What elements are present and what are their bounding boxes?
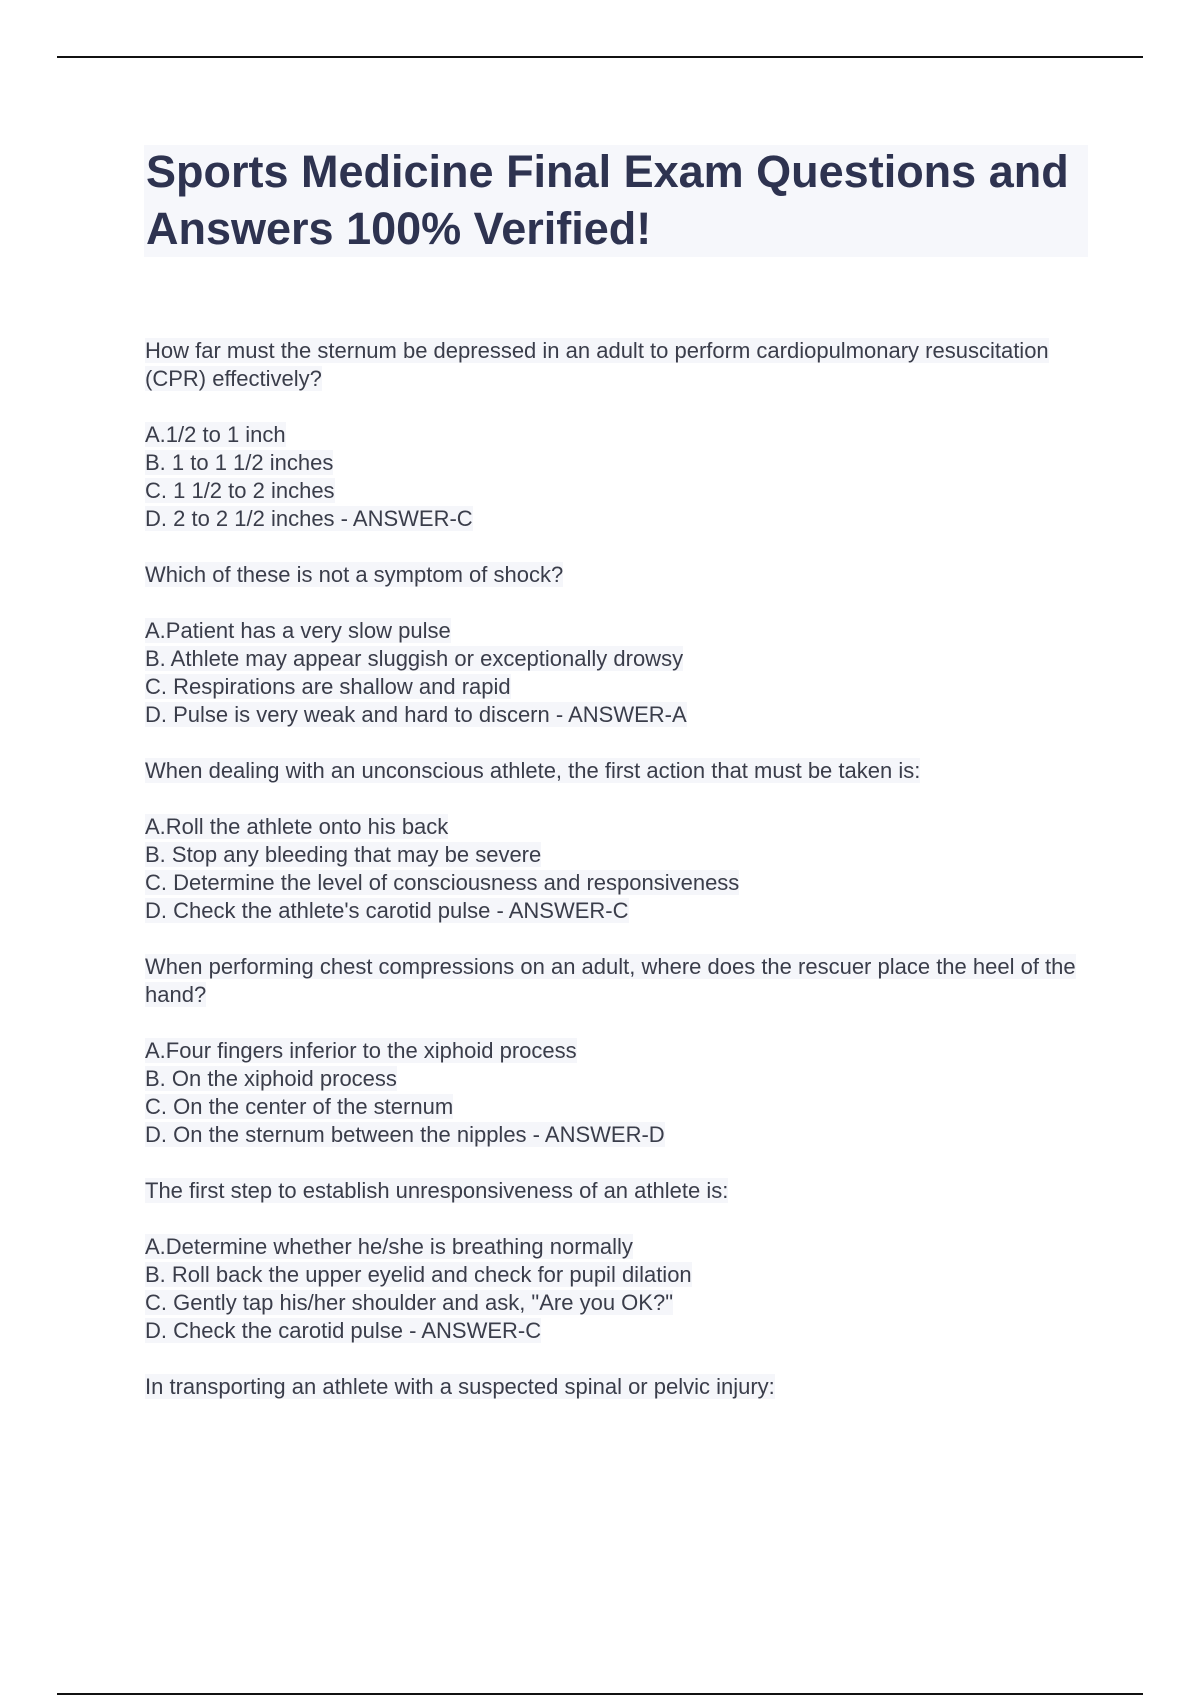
answer-option: C. 1 1/2 to 2 inches xyxy=(145,478,335,503)
question-text: When dealing with an unconscious athlete, the first action that must be taken is: xyxy=(145,758,921,783)
question-text: How far must the sternum be depressed in an adult to perform cardiopulmonary resuscitation (CPR) effectively? xyxy=(145,338,1049,391)
answer-option: C. On the center of the sternum xyxy=(145,1094,454,1119)
question-text: Which of these is not a symptom of shock? xyxy=(145,562,564,587)
answer-option: D. Check the carotid pulse - ANSWER-C xyxy=(145,1318,542,1343)
question-item xyxy=(145,337,1085,533)
answer-option: C. Gently tap his/her shoulder and ask, "Are you OK?" xyxy=(145,1290,673,1315)
answer-option: A.Roll the athlete onto his back xyxy=(145,814,449,839)
document-title: Sports Medicine Final Exam Questions and Answers 100% Verified! xyxy=(146,146,1069,254)
answer-option: D. Check the athlete's carotid pulse - ANSWER-C xyxy=(145,898,629,923)
answer-options xyxy=(145,813,1085,925)
question-text: When performing chest compressions on an adult, where does the rescuer place the heel of the hand? xyxy=(145,954,1076,1007)
question-item xyxy=(145,953,1085,1149)
answer-option: C. Determine the level of consciousness and responsiveness xyxy=(145,870,740,895)
answer-option: D. 2 to 2 1/2 inches - ANSWER-C xyxy=(145,506,473,531)
question-item xyxy=(145,1373,1085,1401)
answer-options xyxy=(145,1233,1085,1345)
answer-options xyxy=(145,1037,1085,1149)
answer-option: B. Stop any bleeding that may be severe xyxy=(145,842,542,867)
answer-option: A.Patient has a very slow pulse xyxy=(145,618,451,643)
top-page-rule xyxy=(57,56,1143,58)
answer-option: B. Roll back the upper eyelid and check for pupil dilation xyxy=(145,1262,692,1287)
answer-option: A.Four fingers inferior to the xiphoid process xyxy=(145,1038,577,1063)
question-item xyxy=(145,561,1085,729)
answer-option: B. 1 to 1 1/2 inches xyxy=(145,450,334,475)
answer-option: D. On the sternum between the nipples - ANSWER-D xyxy=(145,1122,665,1147)
bottom-page-rule xyxy=(57,1693,1143,1695)
question-text: The first step to establish unresponsiveness of an athlete is: xyxy=(145,1178,729,1203)
answer-option: A.Determine whether he/she is breathing normally xyxy=(145,1234,633,1259)
answer-options xyxy=(145,421,1085,533)
question-text: In transporting an athlete with a suspected spinal or pelvic injury: xyxy=(145,1374,775,1399)
answer-option: D. Pulse is very weak and hard to discern - ANSWER-A xyxy=(145,702,687,727)
question-item xyxy=(145,757,1085,925)
answer-option: A.1/2 to 1 inch xyxy=(145,422,286,447)
question-list xyxy=(145,337,1085,1429)
answer-option: B. On the xiphoid process xyxy=(145,1066,397,1091)
answer-option: C. Respirations are shallow and rapid xyxy=(145,674,511,699)
answer-options xyxy=(145,617,1085,729)
question-item xyxy=(145,1177,1085,1345)
answer-option: B. Athlete may appear sluggish or exceptionally drowsy xyxy=(145,646,684,671)
